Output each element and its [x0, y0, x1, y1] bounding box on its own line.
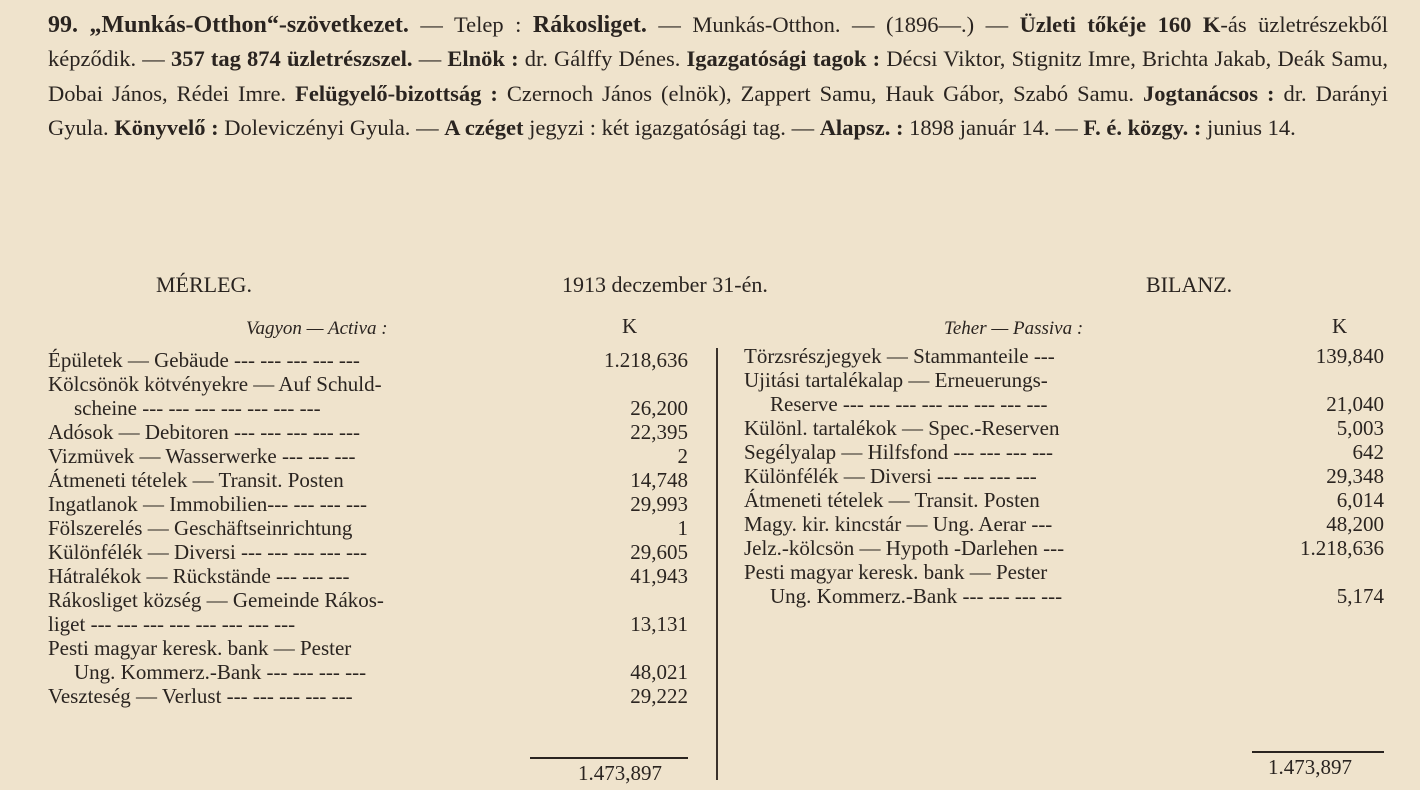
liability-label: Magy. kir. kincstár — Ung. Aerar ---: [744, 512, 1053, 536]
legal-label: Jogtanácsos :: [1142, 80, 1275, 106]
asset-amount: 48,021: [630, 660, 688, 684]
liability-label: Jelz.-kölcsön — Hypoth -Darlehen ---: [744, 536, 1065, 560]
asset-label: Veszteség — Verlust --- --- --- --- ---: [48, 684, 353, 708]
liability-row: [744, 464, 1384, 488]
asset-row: [48, 684, 688, 708]
liability-row: [744, 560, 1384, 584]
accountant-label: Könyvelő :: [114, 115, 219, 141]
liability-label: Átmeneti tételek — Transit. Posten: [744, 488, 1040, 512]
column-divider: [716, 348, 718, 780]
liability-amount: 1.218,636: [1300, 536, 1384, 560]
asset-label: Fölszerelés — Geschäftseinrichtung: [48, 516, 353, 540]
asset-amount: 14,748: [630, 468, 688, 492]
asset-label: Épületek — Gebäude --- --- --- --- ---: [48, 348, 360, 372]
asset-row: [48, 660, 688, 684]
liability-label: Különl. tartalékok — Spec.-Reserven: [744, 416, 1060, 440]
asset-amount: 41,943: [630, 564, 688, 588]
liability-amount: 6,014: [1336, 488, 1384, 512]
liability-row: [744, 368, 1384, 392]
liability-row: [744, 416, 1384, 440]
asset-label: Rákosliget község — Gemeinde Rákos-: [48, 588, 384, 612]
liability-row: [744, 584, 1384, 608]
meeting-label: F. é. közgy. :: [1083, 115, 1202, 141]
founded-label: Alapsz. :: [819, 115, 904, 141]
board-members: Décsi Viktor, Stignitz Imre, Brichta Jakab, Deák Samu, Dobai János, Rédei Imre.: [48, 46, 1388, 106]
asset-amount: 13,131: [630, 612, 688, 636]
asset-amount: 2: [677, 444, 688, 468]
liabilities-heading: Teher — Passiva :: [944, 318, 1084, 339]
asset-row: [48, 444, 688, 468]
liabilities-sum-line: [1252, 751, 1384, 753]
liability-amount: 21,040: [1326, 392, 1384, 416]
asset-row: [48, 564, 688, 588]
supervisory-label: Felügyelő-bizottság :: [295, 80, 498, 106]
liability-row: [744, 392, 1384, 416]
site-name: Rákosliget.: [532, 12, 647, 38]
company-entry: 99. „Munkás-Otthon“-szövetkezet. — Telep : Rákosliget. — Munkás-Otthon. — (1896—.) — Üzleti tőkéje 160 K-ás üzletrészekből képződik. — 357 tag 874 üzletrészszel. — Elnök : dr. Gálffy Dénes. Igazgatósági tagok : Décsi Viktor, Stignitz Imre, Brichta Jakab, Deák Samu, Dobai János, Rédei Imre. Felügyelő-bizottság : Czernoch János (elnök), Zappert Samu, Hauk Gábor, Szabó Samu. Jogtanácsos : dr. Darányi Gyula. Könyvelő : Doleviczényi Gyula. — A czéget jegyzi : két igazgatósági tag. — Alapsz. : 1898 január 14. — F. é. közgy. : junius 14.: [48, 12, 1389, 141]
liability-amount: 5,174: [1336, 584, 1384, 608]
liability-label: Különfélék — Diversi --- --- --- ---: [744, 464, 1037, 488]
asset-label: Átmeneti tételek — Transit. Posten: [48, 468, 344, 492]
asset-row: [48, 588, 688, 612]
meeting-date: junius 14.: [1206, 115, 1296, 141]
balance-title-left: MÉRLEG.: [156, 272, 252, 297]
asset-row: [48, 348, 688, 372]
asset-label: Kölcsönök kötvényekre — Auf Schuld-: [48, 372, 382, 396]
asset-label: Hátralékok — Rückstände --- --- ---: [48, 564, 350, 588]
asset-label: scheine --- --- --- --- --- --- ---: [74, 396, 321, 420]
liabilities-list: [744, 344, 1384, 608]
asset-amount: 29,993: [630, 492, 688, 516]
liability-label: Pesti magyar keresk. bank — Pester: [744, 560, 1048, 584]
founded-date: 1898 január 14.: [909, 115, 1050, 141]
assets-heading: Vagyon — Activa :: [246, 318, 388, 339]
board-label: Igazgatósági tagok :: [686, 46, 881, 72]
asset-amount: 1.218,636: [604, 348, 688, 372]
liability-label: Reserve --- --- --- --- --- --- --- ---: [770, 392, 1048, 416]
asset-amount: 29,222: [630, 684, 688, 708]
asset-label: liget --- --- --- --- --- --- --- ---: [48, 612, 296, 636]
liability-label: Segélyalap — Hilfsfond --- --- --- ---: [744, 440, 1054, 464]
liability-row: [744, 344, 1384, 368]
liability-row: [744, 512, 1384, 536]
liability-amount: 642: [1352, 440, 1384, 464]
liability-row: [744, 488, 1384, 512]
signature-text: jegyzi : két igazgatósági tag.: [529, 115, 786, 141]
asset-label: Adósok — Debitoren --- --- --- --- ---: [48, 420, 360, 444]
liabilities-currency: K: [1332, 314, 1348, 338]
asset-row: [48, 372, 688, 396]
asset-label: Ingatlanok — Immobilien--- --- --- ---: [48, 492, 367, 516]
liability-row: [744, 536, 1384, 560]
signature-label: A czéget: [444, 115, 524, 141]
entry-number: 99.: [48, 12, 78, 38]
capital-bold: Üzleti tőkéje 160 K: [1019, 12, 1221, 37]
asset-amount: 22,395: [630, 420, 688, 444]
asset-row: [48, 420, 688, 444]
asset-row: [48, 492, 688, 516]
company-name: „Munkás-Otthon“-szövetkezet.: [89, 12, 409, 38]
years: (1896—.): [886, 12, 975, 37]
liability-amount: 29,348: [1326, 464, 1384, 488]
liability-label: Törzsrészjegyek — Stammanteile ---: [744, 344, 1055, 368]
president-name: dr. Gálffy Dénes.: [524, 46, 681, 72]
asset-row: [48, 540, 688, 564]
asset-label: Pesti magyar keresk. bank — Pester: [48, 636, 352, 660]
assets-sum-line: [530, 757, 688, 759]
asset-row: [48, 516, 688, 540]
site-label: Telep :: [453, 12, 522, 37]
liability-label: Ung. Kommerz.-Bank --- --- --- ---: [770, 584, 1063, 608]
liability-amount: 48,200: [1326, 512, 1384, 536]
asset-amount: 26,200: [630, 396, 688, 420]
asset-row: [48, 396, 688, 420]
assets-list: [48, 348, 688, 708]
liability-row: [744, 440, 1384, 464]
president-label: Elnök :: [447, 46, 519, 72]
balance-date: 1913 deczember 31-én.: [562, 272, 768, 297]
asset-amount: 1: [677, 516, 688, 540]
asset-row: [48, 468, 688, 492]
asset-row: [48, 636, 688, 660]
asset-label: Különfélék — Diversi --- --- --- --- ---: [48, 540, 367, 564]
legal-name: dr. Darányi Gyula.: [48, 80, 1389, 141]
asset-amount: 29,605: [630, 540, 688, 564]
asset-label: Vizmüvek — Wasserwerke --- --- ---: [48, 444, 356, 468]
assets-currency: K: [622, 314, 638, 338]
liability-label: Ujitási tartalékalap — Erneuerungs-: [744, 368, 1048, 392]
liabilities-total: 1.473,897: [1268, 755, 1352, 779]
asset-label: Ung. Kommerz.-Bank --- --- --- ---: [74, 660, 367, 684]
members-count: 357 tag 874 üzletrészszel.: [170, 46, 413, 72]
site-detail: Munkás-Otthon.: [692, 12, 841, 37]
supervisory-members: Czernoch János (elnök), Zappert Samu, Hauk Gábor, Szabó Samu.: [506, 80, 1134, 106]
balance-title-right: BILANZ.: [1146, 272, 1233, 297]
capital-rest: -ás üzletrészekből képződik.: [48, 12, 1389, 72]
accountant-name: Doleviczényi Gyula.: [224, 115, 411, 141]
assets-total: 1.473,897: [578, 761, 662, 785]
liability-amount: 5,003: [1336, 416, 1384, 440]
asset-row: [48, 612, 688, 636]
liability-amount: 139,840: [1315, 344, 1384, 368]
